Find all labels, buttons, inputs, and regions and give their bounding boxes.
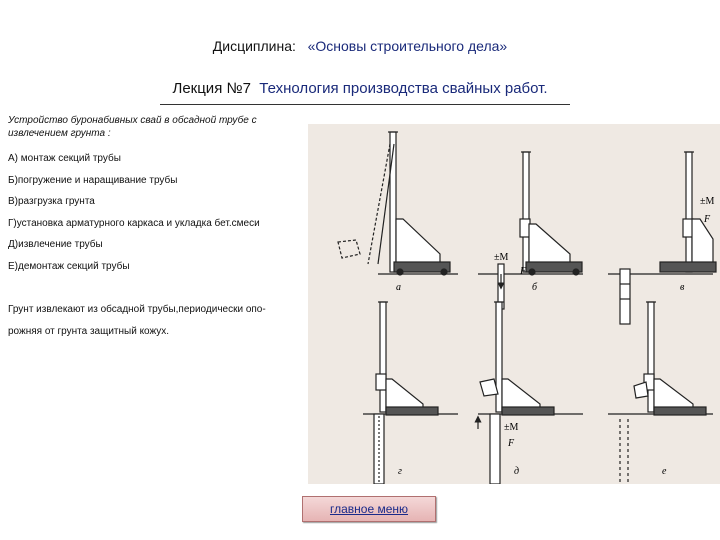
step-item: Г)установка арматурного каркаса и укладка бет.смеси (8, 218, 260, 229)
step-item: Б)погружение и наращивание трубы (8, 175, 178, 186)
moment-label-e: ±М (504, 422, 519, 433)
force-label-c: F (704, 214, 711, 225)
note-line1: Грунт извлекают из обсадной трубы,периодически опо- (8, 304, 266, 315)
rig-f (620, 302, 706, 484)
panel-label-f: е (662, 466, 667, 477)
moment-label-c: ±М (700, 196, 715, 207)
header-divider (160, 104, 570, 105)
section-title-line1: Устройство буронабивных свай в обсадной трубе с (8, 115, 257, 126)
rig-e (478, 302, 554, 484)
panel-label-e: д (514, 466, 520, 477)
main-menu-button[interactable]: главное меню (302, 496, 436, 522)
step-item: В)разгрузка грунта (8, 196, 95, 207)
step-item: А) монтаж секций трубы (8, 153, 121, 164)
pile-rig-diagram (308, 124, 720, 484)
pile-rig-figure (308, 124, 720, 484)
panel-label-c: в (680, 282, 685, 293)
panel-label-d: г (398, 466, 402, 477)
lecture-topic: Технология производства свайных работ. (259, 80, 548, 97)
panel-label-b: б (532, 282, 538, 293)
rig-c (620, 152, 716, 324)
force-label-b: F (520, 266, 527, 277)
discipline-header (0, 38, 720, 54)
rig-d (374, 302, 438, 484)
step-item: Е)демонтаж секций трубы (8, 261, 130, 272)
section-title-line2: извлечением грунта : (8, 128, 111, 139)
note-line2: рожняя от грунта защитный кожух. (8, 326, 170, 337)
rig-a (338, 132, 450, 275)
discipline-name: «Основы строительного дела» (307, 38, 508, 54)
panel-label-a: а (396, 282, 401, 293)
moment-label-b: ±М (494, 252, 509, 263)
lecture-label: Лекция №7 (172, 80, 251, 97)
lecture-header (0, 80, 720, 97)
discipline-label: Дисциплина: (212, 38, 296, 54)
force-label-e: F (508, 438, 515, 449)
step-item: Д)извлечение трубы (8, 239, 103, 250)
rig-b (498, 152, 582, 309)
